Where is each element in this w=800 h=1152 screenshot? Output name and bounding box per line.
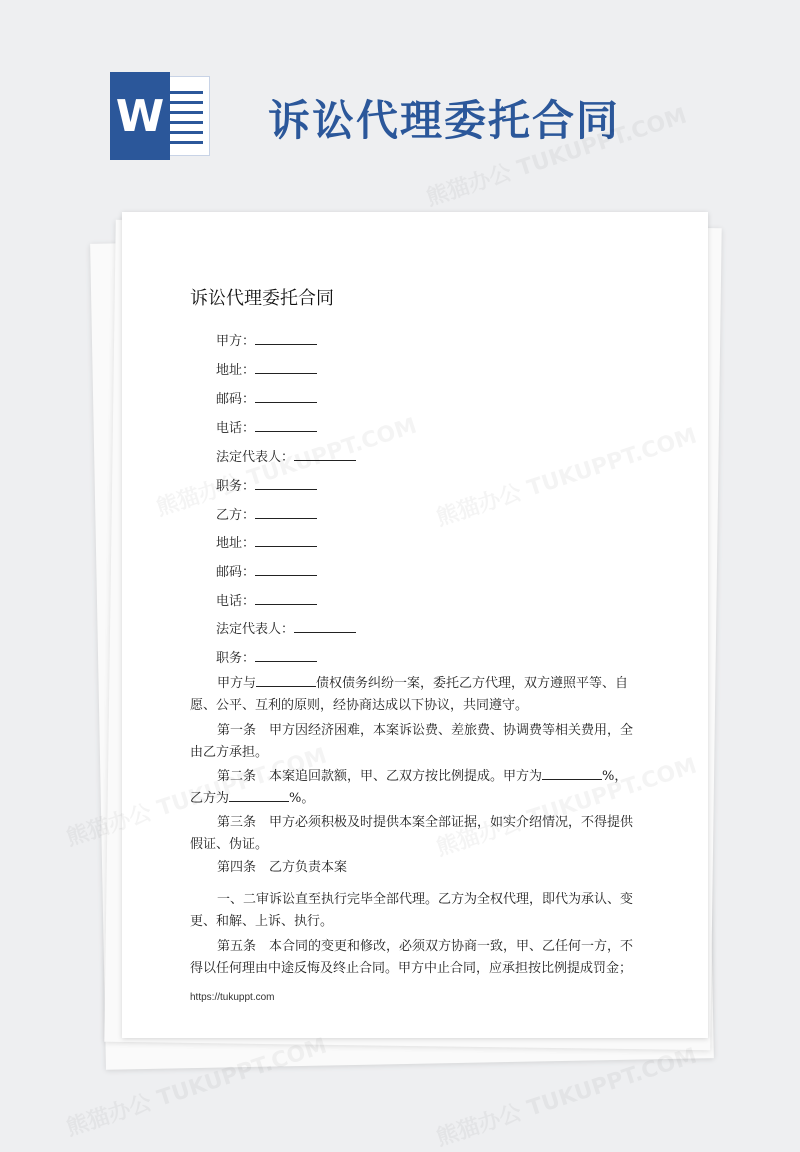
field-party-b-postcode: 邮码： [216, 561, 317, 580]
article-3: 第三条 甲方必须积极及时提供本案全部证据，如实介绍情况，不得提供假证、伪证。 [190, 815, 634, 852]
field-party-a: 甲方： [216, 330, 317, 349]
word-badge: W [110, 72, 170, 160]
word-logo-icon [110, 72, 212, 160]
intro-paragraph: 甲方与 债权债务纠纷一案，委托乙方代理，双方遵照平等、自愿、公平、互利的原则，经协商达成以下协议，共同遵守。 [190, 676, 629, 713]
field-party-b-address: 地址： [216, 532, 317, 551]
field-party-a-postcode: 邮码： [216, 388, 317, 407]
field-party-a-legal-rep: 法定代表人： [216, 446, 356, 465]
article-5: 第五条 本合同的变更和修改，必须双方协商一致，甲、乙任何一方，不得以任何理由中途反悔及终止合同。甲方中止合同，应承担按比例提成罚金； [190, 939, 634, 976]
field-party-b-legal-rep: 法定代表人： [216, 618, 356, 637]
field-party-b-position: 职务： [216, 647, 317, 666]
field-party-b: 乙方： [216, 504, 317, 523]
field-party-a-address: 地址： [216, 359, 317, 378]
page-header-title: 诉讼代理委托合同 [268, 96, 621, 145]
footer-url: https://tukuppt.com [190, 992, 275, 1003]
document-page [122, 212, 708, 1038]
article-2: 第二条 本案追回款额，甲、乙双方按比例提成。甲方为 %，乙方为 %。 [190, 769, 628, 806]
article-4: 第四条 乙方负责本案 [217, 860, 348, 875]
field-party-a-position: 职务： [216, 475, 317, 494]
field-party-a-phone: 电话： [216, 417, 317, 436]
article-4-item-1: 一、二审诉讼直至执行完毕全部代理。乙方为全权代理，即代为承认、变更、和解、上诉、执行。 [190, 892, 634, 929]
article-1: 第一条 甲方因经济困难，本案诉讼费、差旅费、协调费等相关费用，全由乙方承担。 [190, 723, 634, 760]
field-party-b-phone: 电话： [216, 590, 317, 609]
document-title: 诉讼代理委托合同 [190, 288, 334, 309]
